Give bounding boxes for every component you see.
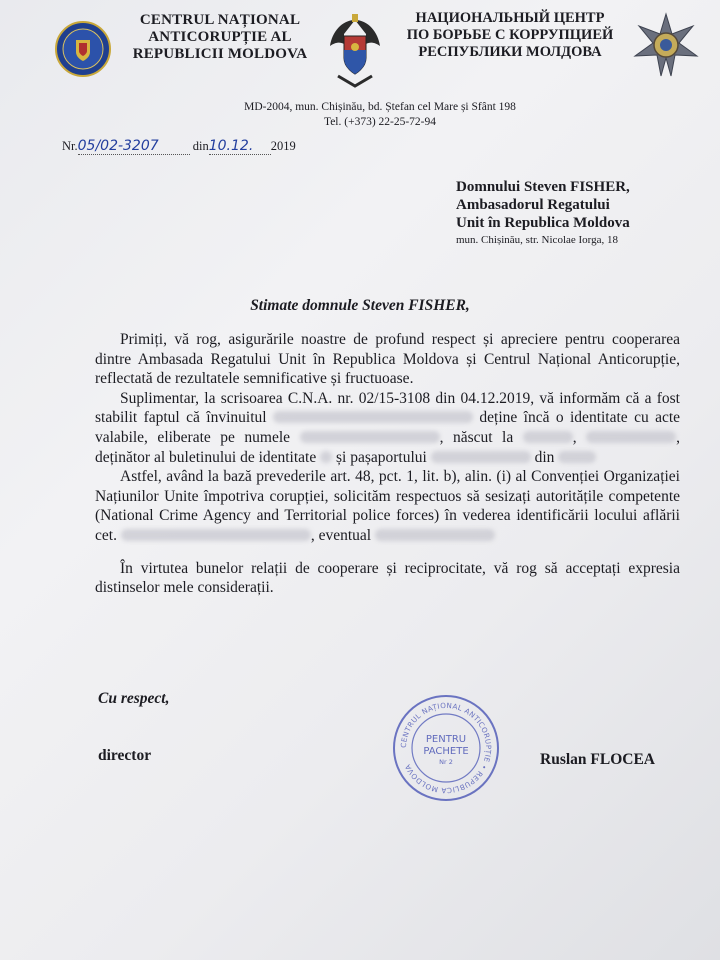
star-badge-icon [633,12,699,78]
org-name-ro: CENTRUL NAȚIONAL ANTICORUPȚIE AL REPUBLICII MOLDOVA [132,12,308,62]
salutation: Stimate domnule Steven FISHER, [250,297,470,314]
closing: Cu respect, [98,690,170,707]
svg-text:PENTRU: PENTRU [425,734,467,745]
org-name-ru: НАЦИОНАЛЬНЫЙ ЦЕНТР ПО БОРЬБЕ С КОРРУПЦИЕЙ РЕСПУБЛИКИ МОЛДОВА [406,10,614,60]
paragraph-1: Primiți, vă rog, asigurările noastre de profund respect și apreciere pentru cooperarea dintre Ambasada Regatului Unit în Republica Moldova și Centrul Național Anticorupție, reflectată de rezultatele semnificative și fructuoase. [95,331,680,388]
redacted-text [121,529,311,541]
redacted-text [431,451,531,463]
letter-body [95,330,680,598]
redacted-text [273,411,473,423]
registration-line: Nr.05/02-3207 din10.12. 2019 [62,138,296,154]
redacted-text [586,431,676,443]
redacted-text [558,451,596,463]
paragraph-2: Suplimentar, la scrisoarea C.N.A. nr. 02/15-3108 din 04.12.2019, vă informăm că a fost stabilit faptul că învinuitul deține încă o identitate cu acte valabile, eliberate pe numele , născut la , , deținător al buletinului de identitate și pașaportului din [95,389,681,466]
registration-date: 10.12. [209,138,271,155]
registration-number: 05/02-3207 [78,138,190,155]
signer-role: director [98,747,152,764]
addressee-block: Domnului Steven FISHER, Ambasadorul Regatului Unit în Republica Moldova mun. Chișinău, str. Nicolae Iorga, 18 [456,179,630,246]
redacted-text [523,431,573,443]
paragraph-4: În virtutea bunelor relații de cooperare și reciprocitate, vă rog să acceptați expresia distinselor mele considerații. [95,559,680,597]
svg-text:CENTRUL NAȚIONAL ANTICORUPȚIE: CENTRUL NAȚIONAL ANTICORUPȚIE • REPUBLICA MOLDOVA [398,700,494,796]
signer-name: Ruslan FLOCEA [540,751,655,768]
registration-year: 2019 [270,139,296,153]
cna-seal-icon [54,20,112,78]
redacted-text [320,451,332,463]
redacted-text [300,431,440,443]
redacted-text [375,529,495,541]
paragraph-3: Astfel, având la bază prevederile art. 48, pct. 1, lit. b), alin. (i) al Convenției Organizației Națiunilor Unite împotriva corupției, solicităm respectuos să sesizați autoritățile competente (National Crime Agency and Territorial police forces) în vederea identificării locului aflării cet. , eventual [95,468,680,544]
svg-text:PACHETE: PACHETE [423,746,469,757]
institution-address: MD-2004, mun. Chișinău, bd. Ștefan cel Mare și Sfânt 198 Tel. (+373) 22-25-72-94 [244,101,516,128]
official-stamp [391,693,501,803]
svg-text:Nr 2: Nr 2 [439,758,453,766]
moldova-coat-of-arms-icon [326,14,384,88]
